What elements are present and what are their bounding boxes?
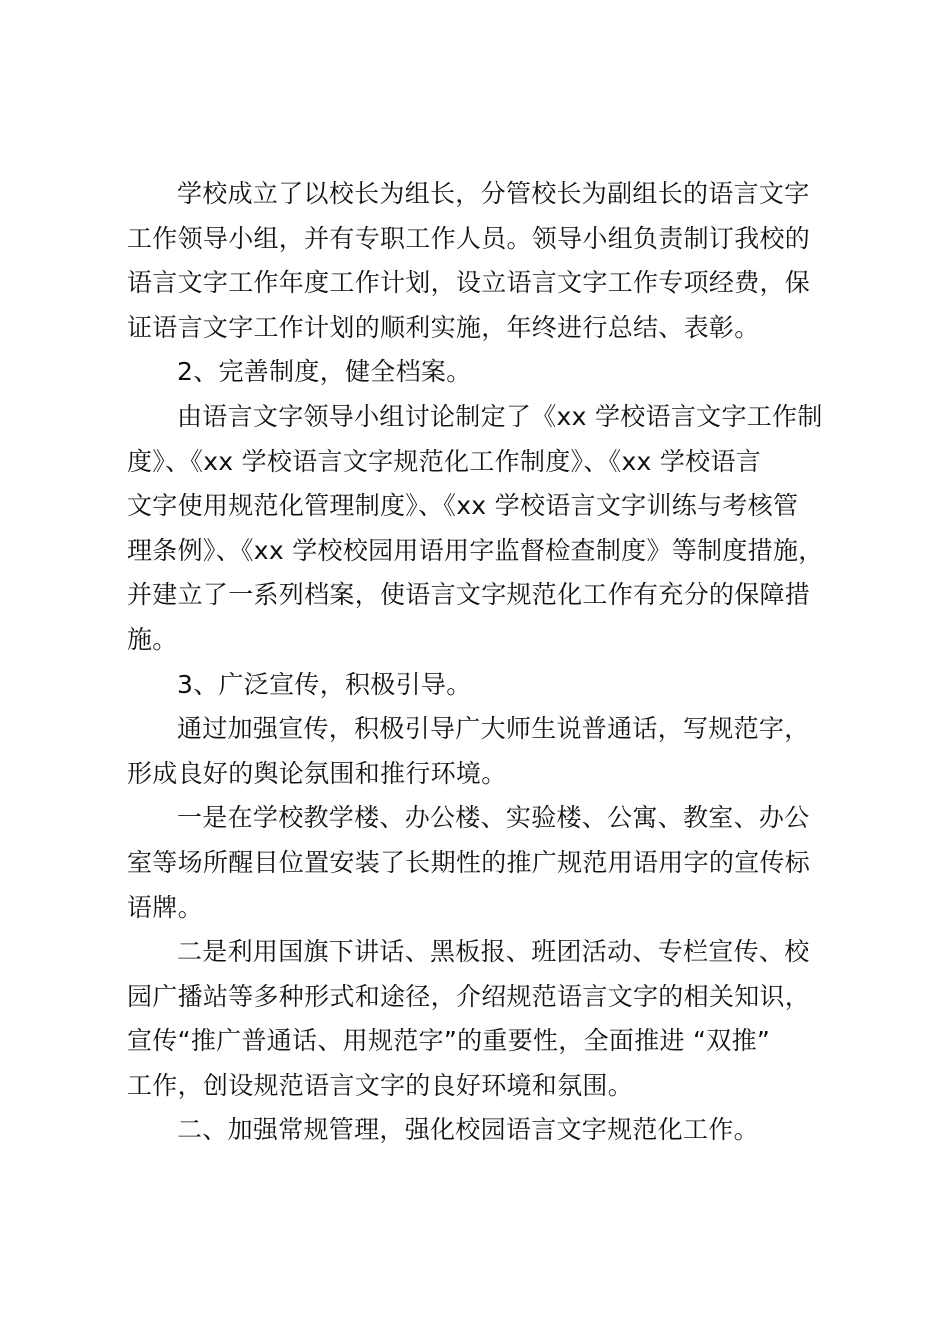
heading-improve-system: 2、完善制度，健全档案。	[177, 357, 472, 387]
paragraph-leadership-group: 学校成立了以校长为组长，分管校长为副组长的语言文字 工作领导小组，并有专职工作人员。领导小组负责制订我校的 语言文字工作年度工作计划，设立语言文字工作专项经费，保 证语言文字工作计划的顺利实施，年终进行总结、表彰。	[127, 179, 811, 342]
paragraph-activities: 二是利用国旗下讲话、黑板报、班团活动、专栏宣传、校 园广播站等多种形式和途径，介绍规范语言文字的相关知识， 宣传“推广普通话、用规范字”的重要性，全面推进 “双推” 工作，创设规范语言文字的良好环境和氛围。	[127, 937, 811, 1100]
document-body	[127, 172, 835, 1153]
heading-routine-management: 二、加强常规管理，强化校园语言文字规范化工作。	[177, 1115, 759, 1145]
paragraph-system-measures: 由语言文字领导小组讨论制定了《xx 学校语言文字工作制 度》、《xx 学校语言文字规范化工作制度》、《xx 学校语言 文字使用规范化管理制度》、《xx 学校语言文字训练与考核管 理条例》、《xx 学校校园用语用字监督检查制度》等制度措施， 并建立了一系列档案，使语言文字规范化工作有充分的保障措 施。	[127, 401, 824, 654]
paragraph-publicity-intro: 通过加强宣传，积极引导广大师生说普通话，写规范字， 形成良好的舆论氛围和推行环境。	[127, 714, 810, 788]
heading-publicity: 3、广泛宣传，积极引导。	[177, 669, 472, 699]
paragraph-signage: 一是在学校教学楼、办公楼、实验楼、公寓、教室、办公 室等场所醒目位置安装了长期性的推广规范用语用字的宣传标 语牌。	[127, 803, 811, 922]
